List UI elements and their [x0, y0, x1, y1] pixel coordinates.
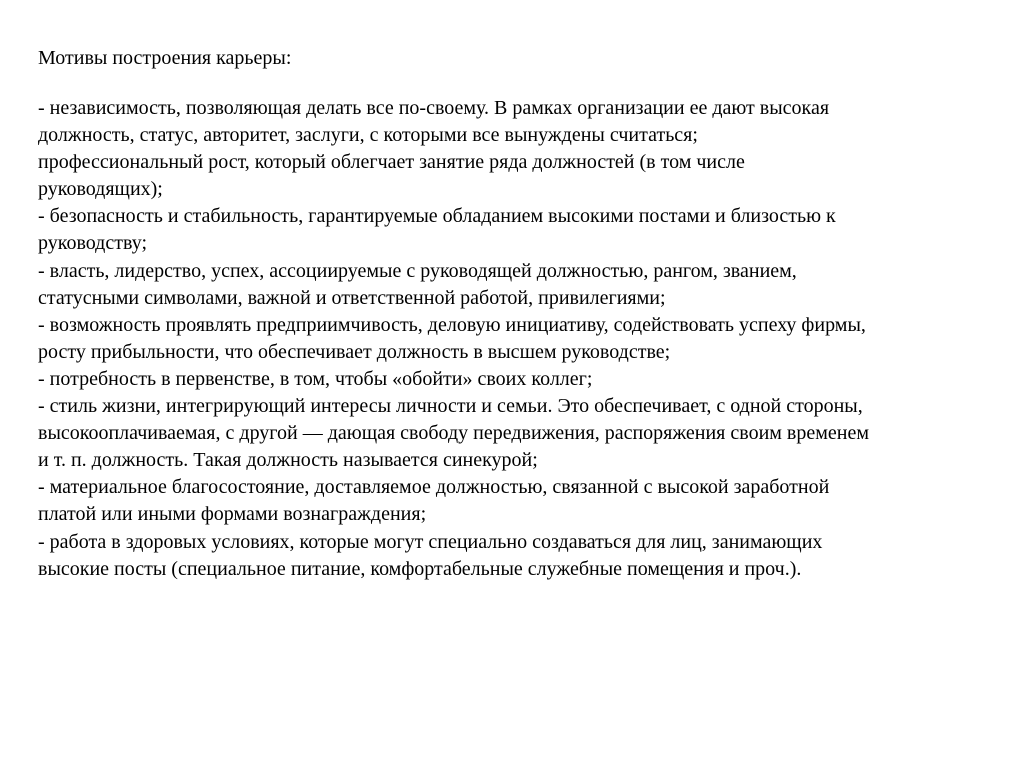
text-line: руководящих); [38, 178, 163, 201]
text-line: - стиль жизни, интегрирующий интересы личности и семьи. Это обеспечивает, с одной стороны, [38, 395, 863, 418]
text-line: - материальное благосостояние, доставляемое должностью, связанной с высокой заработной [38, 476, 830, 499]
text-line: росту прибыльности, что обеспечивает должность в высшем руководстве; [38, 340, 671, 363]
text-line: - работа в здоровых условиях, которые могут специально создаваться для лиц, занимающих [38, 530, 823, 553]
text-line: статусными символами, важной и ответственной работой, привилегиями; [38, 286, 666, 309]
text-line: профессиональный рост, который облегчает занятие ряда должностей (в том числе [38, 151, 745, 174]
text-line: высокооплачиваемая, с другой — дающая свободу передвижения, распоряжения своим временем [38, 422, 870, 445]
text-line: и т. п. должность. Такая должность называется синекурой; [38, 449, 538, 472]
text-line: руководству; [38, 232, 148, 255]
text-line: - возможность проявлять предприимчивость, деловую инициативу, содействовать успеху фирмы, [38, 313, 866, 336]
text-line: - потребность в первенстве, в том, чтобы «обойти» своих коллег; [38, 367, 593, 390]
text-line: - независимость, позволяющая делать все по-своему. В рамках организации ее дают высокая [38, 97, 830, 119]
text-line: - власть, лидерство, успех, ассоциируемые с руководящей должностью, рангом, званием, [38, 259, 797, 282]
slide-text [38, 43, 993, 583]
text-line: высокие посты (специальное питание, комфортабельные служебные помещения и проч.). [38, 557, 802, 580]
text-line: - безопасность и стабильность, гарантируемые обладанием высокими постами и близостью к [38, 205, 836, 228]
slide-title: Мотивы построения карьеры: [38, 47, 292, 69]
text-line: должность, статус, авторитет, заслуги, с которыми все вынуждены считаться; [38, 124, 698, 147]
motives-list [38, 95, 993, 583]
text-line: платой или иными формами вознаграждения; [38, 503, 427, 526]
